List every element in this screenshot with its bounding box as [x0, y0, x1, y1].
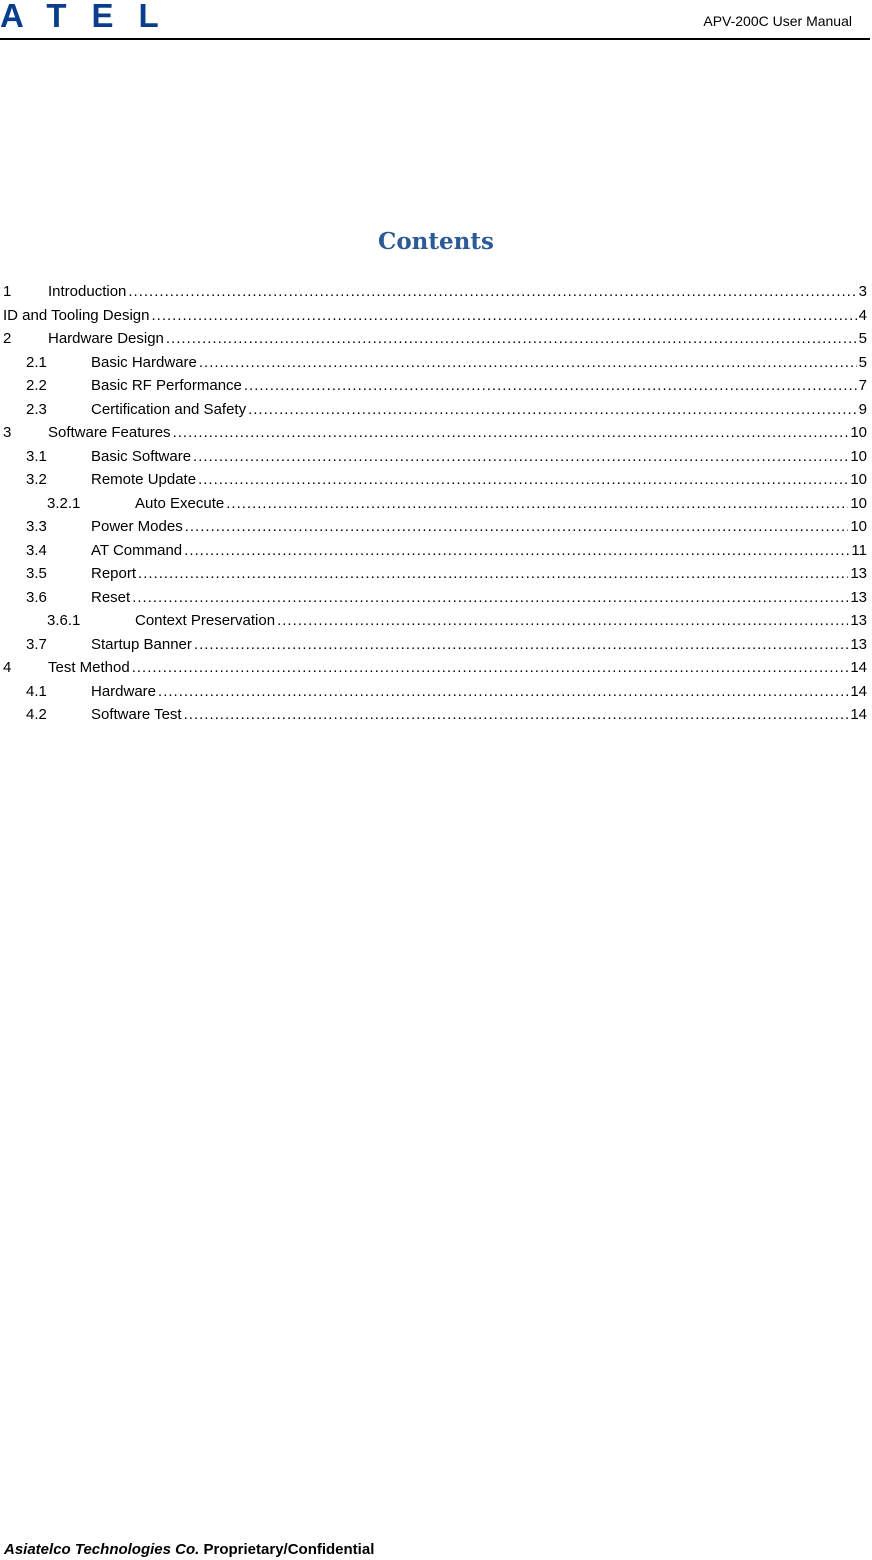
toc-entry-title: Power Modes: [91, 518, 183, 535]
toc-entry-page: 14: [850, 682, 867, 700]
toc-entry-number: 3.6.1: [47, 612, 81, 629]
toc-dot-leader: [173, 421, 849, 445]
toc-entry[interactable]: [0, 515, 867, 539]
toc-dot-leader: [185, 515, 849, 539]
toc-entry-title: Hardware Design: [48, 330, 164, 347]
toc-entry[interactable]: [0, 445, 867, 469]
toc-entry-title: Basic Hardware: [91, 353, 197, 371]
toc-dot-leader: [199, 351, 857, 375]
toc-entry[interactable]: [0, 468, 867, 492]
toc-entry-title: Report: [91, 565, 137, 582]
toc-entry-number: 4: [3, 659, 12, 676]
toc-entry-title: Introduction: [48, 283, 127, 300]
toc-dot-leader: [244, 374, 857, 398]
toc-entry-page: 13: [850, 565, 867, 582]
toc-entry-page: 7: [858, 377, 867, 394]
toc-entry-title: Auto Execute: [135, 494, 225, 512]
page-footer: [4, 1540, 374, 1560]
toc-entry-number: 2: [3, 330, 12, 347]
toc-entry-number: 3.7: [26, 635, 47, 653]
toc-entry[interactable]: [0, 703, 867, 727]
toc-entry-number: 3: [3, 424, 12, 441]
toc-entry-title: Hardware: [91, 682, 157, 700]
toc-dot-leader: [128, 280, 856, 304]
toc-entry-title: Context Preservation: [135, 612, 276, 629]
toc-entry[interactable]: [0, 492, 867, 516]
toc-entry-number: 3.2.1: [47, 494, 81, 512]
toc-entry[interactable]: [0, 609, 867, 633]
toc-entry[interactable]: [0, 656, 867, 680]
toc-entry-page: 5: [858, 330, 867, 347]
toc-entry[interactable]: [0, 539, 867, 563]
toc-entry-number: 3.2: [26, 471, 47, 488]
toc-dot-leader: [151, 304, 856, 328]
toc-entry[interactable]: [0, 586, 867, 610]
toc-entry-page: 10: [850, 494, 867, 512]
toc-entry-title: Remote Update: [91, 471, 197, 488]
toc-entry-page: 9: [858, 400, 867, 418]
toc-entry-number: 1: [3, 283, 12, 300]
toc-entry-page: 11: [851, 541, 867, 559]
toc-entry-title: Reset: [91, 588, 131, 606]
toc-entry[interactable]: [0, 562, 867, 586]
toc-entry[interactable]: [0, 680, 867, 704]
toc-entry-number: 3.5: [26, 565, 47, 582]
toc-dot-leader: [248, 398, 857, 422]
toc-dot-leader: [193, 445, 848, 469]
toc-dot-leader: [138, 562, 848, 586]
toc-dot-leader: [198, 468, 848, 492]
toc-entry-page: 14: [850, 706, 867, 723]
toc-entry[interactable]: [0, 398, 867, 422]
toc-entry-number: 2.3: [26, 400, 47, 418]
document-title: APV-200C User Manual: [703, 13, 852, 29]
toc-entry-page: 10: [850, 447, 867, 465]
toc-dot-leader: [184, 703, 849, 727]
toc-entry-page: 13: [850, 635, 867, 653]
toc-dot-leader: [158, 680, 848, 704]
toc-entry-page: 13: [850, 588, 867, 606]
toc-entry[interactable]: [0, 327, 867, 351]
toc-entry-title: Startup Banner: [91, 635, 192, 653]
toc-dot-leader: [194, 633, 848, 657]
toc-entry[interactable]: [0, 351, 867, 375]
toc-entry[interactable]: [0, 374, 867, 398]
toc-entry-title: Basic Software: [91, 447, 192, 465]
toc-entry-number: 4.1: [26, 682, 47, 700]
contents-heading: Contents: [378, 228, 494, 255]
toc-entry-title: AT Command: [91, 541, 183, 559]
toc-entry[interactable]: [0, 304, 867, 328]
footer-confidential-note: Proprietary/Confidential: [203, 1541, 375, 1558]
toc-entry-page: 14: [850, 659, 867, 676]
toc-entry-number: 3.4: [26, 541, 47, 559]
toc-dot-leader: [132, 656, 849, 680]
toc-dot-leader: [226, 492, 848, 516]
toc-dot-leader: [132, 586, 848, 610]
page-header: [0, 0, 870, 40]
atel-logo: ATEL: [0, 0, 184, 34]
toc-entry[interactable]: [0, 280, 867, 304]
toc-entry-page: 3: [858, 283, 867, 300]
toc-dot-leader: [184, 539, 849, 563]
toc-dot-leader: [277, 609, 848, 633]
toc-entry-page: 13: [850, 612, 867, 629]
toc-entry-page: 4: [858, 306, 867, 324]
toc-entry-page: 10: [850, 424, 867, 441]
toc-entry-page: 10: [850, 518, 867, 535]
toc-entry-number: 3.3: [26, 518, 47, 535]
toc-entry[interactable]: [0, 421, 867, 445]
toc-entry-number: 2.1: [26, 353, 47, 371]
toc-entry-page: 10: [850, 471, 867, 488]
toc-dot-leader: [166, 327, 857, 351]
table-of-contents: [0, 280, 867, 727]
toc-entry-title: ID and Tooling Design: [3, 306, 150, 324]
toc-entry-title: Software Features: [48, 424, 171, 441]
toc-entry-number: 2.2: [26, 377, 47, 394]
toc-entry-title: Certification and Safety: [91, 400, 247, 418]
toc-entry-page: 5: [858, 353, 867, 371]
toc-entry-number: 4.2: [26, 706, 47, 723]
toc-entry-number: 3.1: [26, 447, 47, 465]
footer-company: Asiatelco Technologies Co.: [4, 1541, 200, 1558]
toc-entry-title: Test Method: [48, 659, 130, 676]
toc-entry[interactable]: [0, 633, 867, 657]
toc-entry-title: Basic RF Performance: [91, 377, 242, 394]
toc-entry-number: 3.6: [26, 588, 47, 606]
toc-entry-title: Software Test: [91, 706, 182, 723]
